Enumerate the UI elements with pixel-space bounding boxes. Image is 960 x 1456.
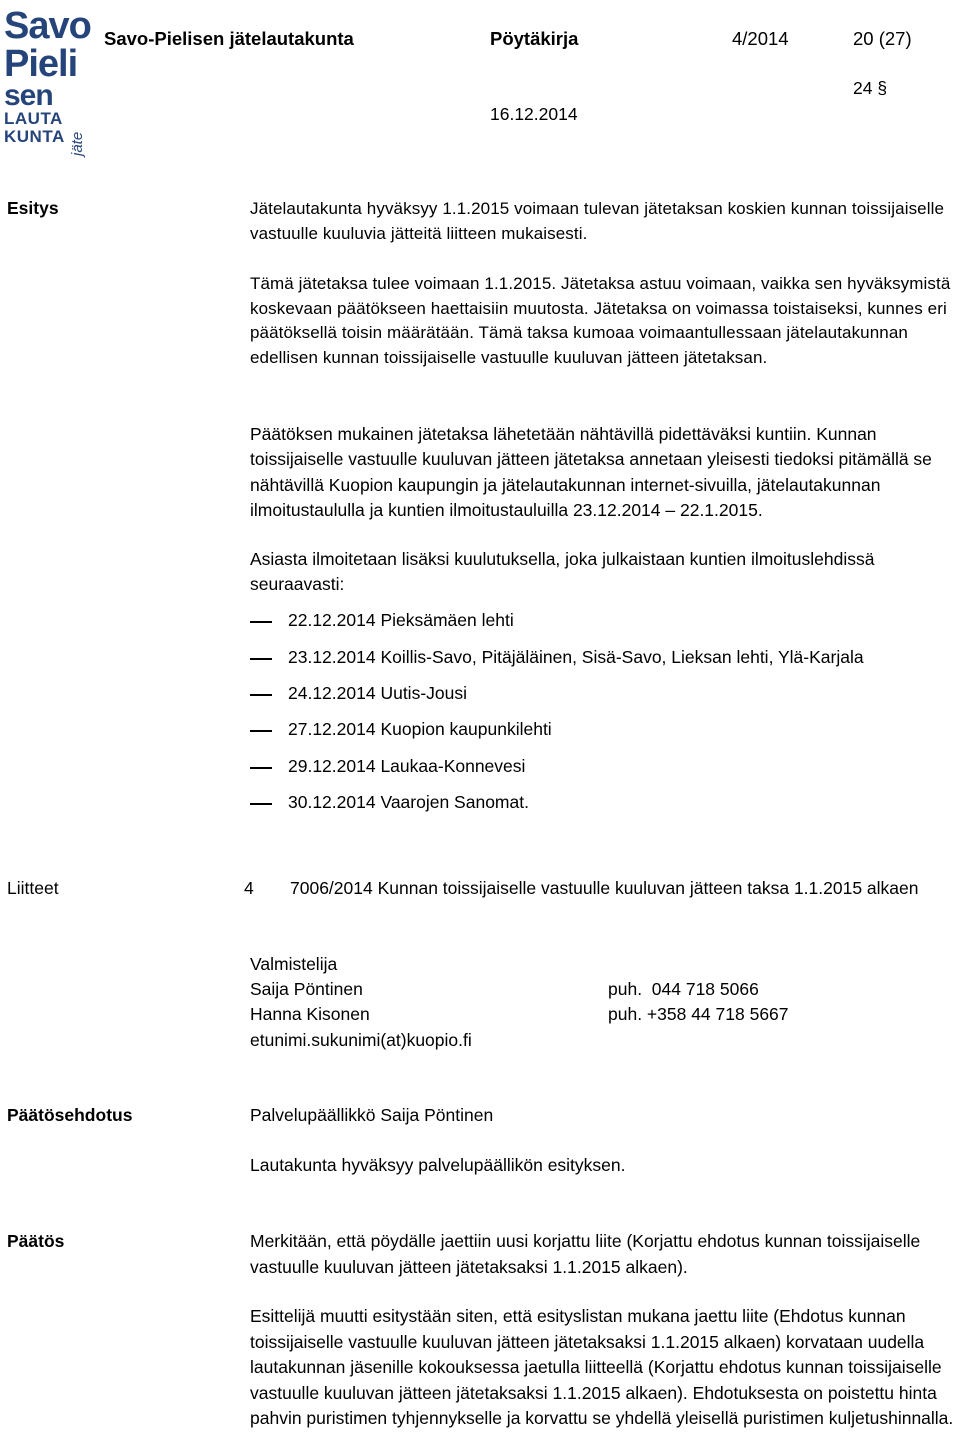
logo-line-pieli: Pieli (4, 43, 78, 85)
dash-bullet (250, 621, 272, 623)
logo-sub-jate: jäte (69, 131, 86, 156)
esitys-paragraph-3: Päätöksen mukainen jätetaksa lähetetään nähtävillä pidettäväksi kuntiin. Kunnan toissijaiselle vastuulle kuuluvan jätteen jätetaksa annetaan yleisesti tiedoksi pitämällä se nähtävillä Kuopion kaupungin ja jätelautakunnan internet-sivuilla, jätelautakunnan ilmoitustaululla ja kuntien ilmoitustauluilla 23.12.2014 – 22.1.2015. (250, 424, 932, 520)
section-label-liitteet: Liitteet (7, 878, 59, 898)
section-label-paatosehdotus: Päätösehdotus (7, 1105, 133, 1125)
organization-logo (4, 5, 91, 156)
header-document-type: Pöytäkirja (490, 28, 579, 49)
dash-bullet (250, 803, 272, 805)
preparer-email: etunimi.sukunimi(at)kuopio.fi (250, 1030, 472, 1050)
valmistelija-label: Valmistelija (250, 954, 338, 974)
logo-line-savo: Savo (4, 5, 91, 47)
esitys-paragraph-4: Asiasta ilmoitetaan lisäksi kuulutuksella, joka julkaistaan kuntien ilmoituslehdissä seuraavasti: (250, 549, 875, 595)
preparer-phone-2: puh. +358 44 718 5667 (608, 1004, 789, 1024)
esitys-paragraph-2: Tämä jätetaksa tulee voimaan 1.1.2015. Jätetaksa astuu voimaan, vaikka sen hyväksymistä koskevaan päätökseen haettaisiin muutosta. Jätetaksa on voimassa toistaiseksi, kunnes eri päätöksellä toisin määrätään. Tämä taksa kumoaa voimaantullessaan jätelautakunnan edellisen kunnan toissijaiselle vastuulle kuuluvan jätteen jätetaksan. (250, 274, 951, 367)
dash-bullet (250, 694, 272, 696)
header-page: 20 (27) (853, 28, 912, 49)
section-label-paatos: Päätös (7, 1231, 65, 1251)
section-label-esitys: Esitys (7, 198, 59, 218)
dash-bullet (250, 658, 272, 660)
logo-line-lauta: LAUTA (4, 109, 63, 128)
header-section: 24 § (853, 78, 888, 98)
header-date: 16.12.2014 (490, 104, 578, 124)
logo-line-sen: sen (4, 79, 53, 112)
preparer-name-2: Hanna Kisonen (250, 1004, 370, 1024)
logo-line-kunta: KUNTA (4, 127, 65, 146)
proposal-presenter: Palvelupäällikkö Saija Pöntinen (250, 1105, 494, 1125)
attachment-number: 4 (244, 878, 254, 898)
decision-paragraph-1: Merkitään, että pöydälle jaettiin uusi korjattu liite (Korjattu ehdotus kunnan toissijaiselle vastuulle kuuluvan jätteen jätetaksaksi 1.1.2015 alkaen). (250, 1231, 921, 1277)
dash-bullet (250, 767, 272, 769)
decision-paragraph-2: Esittelijä muutti esitystään siten, että esityslistan mukana jaettu liite (Ehdotus kunnan toissijaiselle vastuulle kuuluvan jätteen jätetaksaksi 1.1.2015 alkaen) korvataan uudella lautakunnan jäsenille kokouksessa jaetulla liitteellä (Korjattu ehdotus kunnan toissijaiselle vastuulle kuuluvan jätteen jätetaksaksi 1.1.2015 alkaen). Ehdotuksesta on poistettu hinta pahvin puristimen tyhjennykselle ja korvattu se yhdellä yleisellä puristimen kuljetushinnalla. (250, 1306, 954, 1428)
esitys-paragraph-1: Jätelautakunta hyväksyy 1.1.2015 voimaan tulevan jätetaksan koskien kunnan toissijaiselle vastuulle kuuluvia jätteitä liitteen mukaisesti. (250, 199, 945, 243)
header-meeting-number: 4/2014 (732, 28, 789, 49)
preparer-name-1: Saija Pöntinen (250, 979, 363, 999)
dash-bullet (250, 730, 272, 732)
attachment-text: 7006/2014 Kunnan toissijaiselle vastuulle kuuluvan jätteen taksa 1.1.2015 alkaen (290, 878, 919, 898)
proposal-text: Lautakunta hyväksyy palvelupäällikön esityksen. (250, 1155, 626, 1175)
preparer-phone-1: puh. 044 718 5066 (608, 979, 759, 999)
header-organization: Savo-Pielisen jätelautakunta (104, 28, 354, 49)
